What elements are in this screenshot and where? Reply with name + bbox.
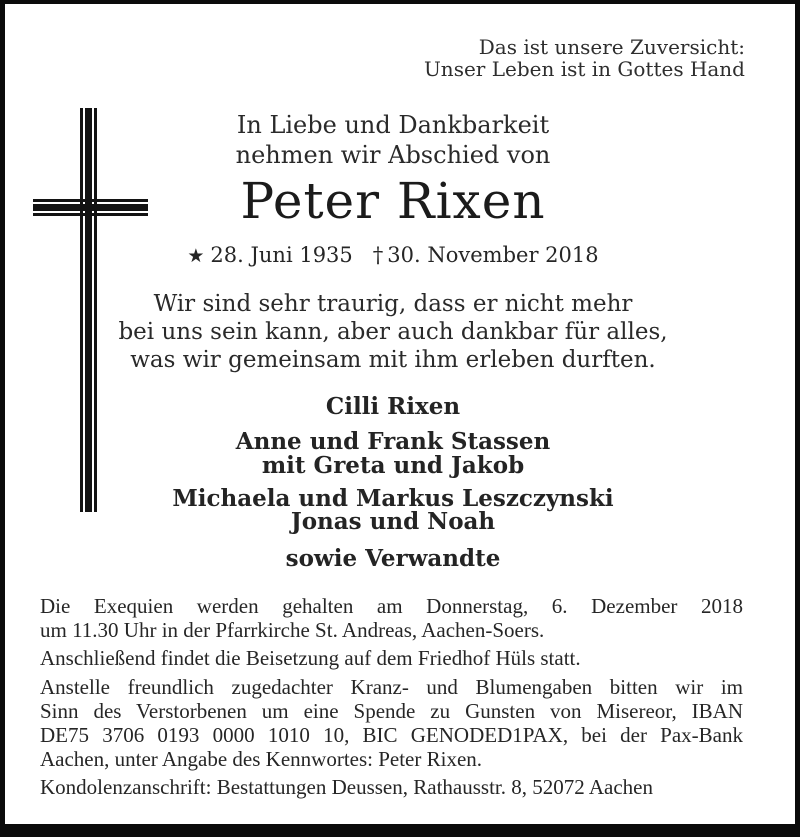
mourner-name: Anne und Frank Stassen	[235, 428, 551, 455]
intro-line-2: nehmen wir Abschied von	[235, 141, 551, 169]
exequien-line: Die Exequien werden gehalten am Donnerstag, 6. Dezember 2018	[40, 594, 743, 618]
life-dates	[0, 243, 800, 267]
donation-line: Anstelle freundlich zugedachter Kranz- und Blumengaben bitten wir im	[40, 675, 743, 699]
death-dagger-icon: †	[372, 243, 384, 267]
deceased-name: Peter Rixen	[240, 172, 546, 230]
birth-date: 28. Juni 1935	[210, 243, 353, 267]
mourner-name: Cilli Rixen	[325, 393, 461, 420]
mourner-name: sowie Verwandte	[285, 545, 501, 572]
condolence-address	[40, 775, 743, 799]
mourner-name: Jonas und Noah	[290, 508, 496, 535]
beisetzung-line: Anschließend findet die Beisetzung auf dem Friedhof Hüls statt.	[40, 646, 581, 670]
eulogy-line: Wir sind sehr traurig, dass er nicht mehr	[153, 291, 633, 317]
exequien-paragraph	[40, 594, 743, 642]
motto-line-2: Unser Leben ist in Gottes Hand	[423, 57, 745, 81]
donation-line: Aachen, unter Angabe des Kennwortes: Peter Rixen.	[40, 747, 483, 771]
eulogy-line: bei uns sein kann, aber auch dankbar für alles,	[118, 319, 668, 345]
donation-line: Sinn des Verstorbenen um eine Spende zu Gunsten von Misereor, IBAN	[40, 699, 743, 723]
motto	[424, 36, 745, 80]
birth-star-icon: ★	[187, 245, 205, 267]
beisetzung-paragraph	[40, 646, 743, 670]
announcements-section	[40, 594, 743, 799]
motto-line-1: Das ist unsere Zuversicht:	[478, 35, 745, 59]
death-date: 30. November 2018	[387, 243, 599, 267]
donation-paragraph	[40, 675, 743, 771]
mourner-name: mit Greta und Jakob	[261, 452, 525, 479]
eulogy-paragraph	[0, 290, 800, 374]
eulogy-line: was wir gemeinsam mit ihm erleben durften.	[130, 347, 656, 373]
mourner-name: Michaela und Markus Leszczynski	[172, 485, 614, 512]
exequien-line: um 11.30 Uhr in der Pfarrkirche St. Andreas, Aachen-Soers.	[40, 618, 545, 642]
intro-line-1: In Liebe und Dankbarkeit	[236, 111, 550, 139]
condolence-line: Kondolenzanschrift: Bestattungen Deussen, Rathausstr. 8, 52072 Aachen	[40, 775, 653, 799]
donation-line: DE75 3706 0193 0000 1010 10, BIC GENODED1PAX, bei der Pax-Bank	[40, 723, 743, 747]
